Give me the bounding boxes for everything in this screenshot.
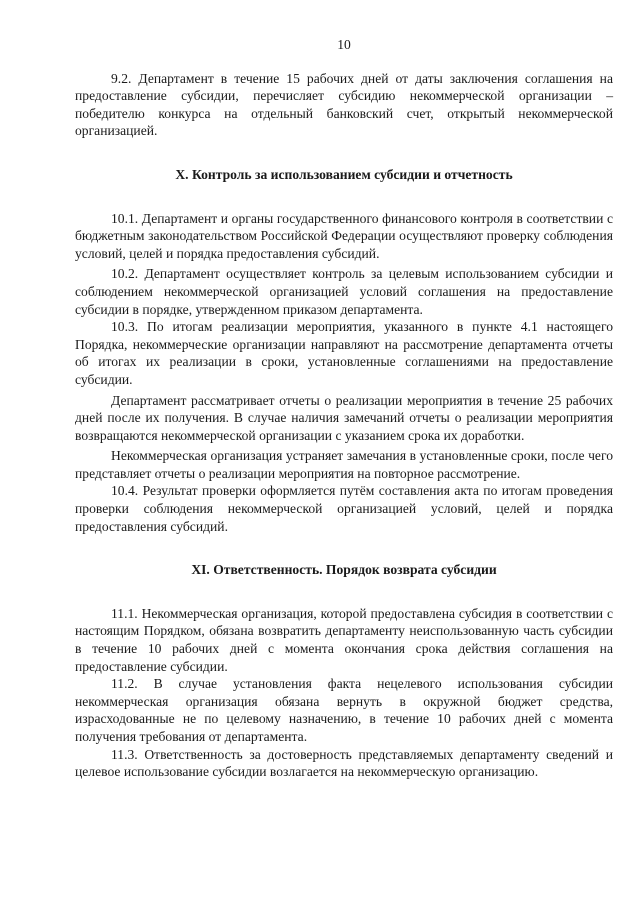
document-page xyxy=(75,36,613,781)
section-x-title: X. Контроль за использованием субсидии и отчетность xyxy=(175,166,513,182)
paragraph-10-3-corrections: Некоммерческая организация устраняет замечания в установленные сроки, после чего представляет отчеты о реализации мероприятия на повторное рассмотрение. xyxy=(75,448,613,481)
paragraph-9-2: 9.2. Департамент в течение 15 рабочих дней от даты заключения соглашения на предоставление субсидии, перечисляет субсидию некоммерческой организации – победителю конкурса на отдельный банковский счет, открытый некоммерческой организацией. xyxy=(75,70,613,139)
paragraph-10-4: 10.4. Результат проверки оформляется путём составления акта по итогам проведения проверки соблюдения некоммерческой организацией условий, целей и порядка предоставления субсидий. xyxy=(75,483,613,534)
paragraph-11-1: 11.1. Некоммерческая организация, которой предоставлена субсидия в соответствии с настоящим Порядком, обязана возвратить департаменту неиспользованную часть субсидии в течение 10 рабочих дней с момента окончания срока действия соглашения на предоставление субсидии. xyxy=(75,605,613,674)
paragraph-11-3: 11.3. Ответственность за достоверность представляемых департаменту сведений и целевое использование субсидии возлагается на некоммерческую организацию. xyxy=(75,746,613,780)
section-xi-title: XI. Ответственность. Порядок возврата субсидии xyxy=(191,562,497,578)
paragraph-10-3: 10.3. По итогам реализации мероприятия, указанного в пункте 4.1 настоящего Порядка, некоммерческие организации направляют на рассмотрение департамента отчеты об итогах их реализации в сроки, установленные соглашениями на предоставление субсидии. xyxy=(75,319,613,387)
paragraph-10-1: 10.1. Департамент и органы государственного финансового контроля в соответствии с бюджетным законодательством Российской Федерации осуществляют проверку соблюдения условий, целей и порядка предоставления субсидий. xyxy=(75,210,613,261)
paragraph-10-3-review: Департамент рассматривает отчеты о реализации мероприятия в течение 25 рабочих дней после их получения. В случае наличия замечаний отчеты о реализации мероприятия возвращаются некоммерческой организации с указанием срока их доработки. xyxy=(75,392,613,443)
page-number: 10 xyxy=(337,37,351,52)
paragraph-10-2: 10.2. Департамент осуществляет контроль за целевым использованием субсидии и соблюдением некоммерческой организацией условий соглашения на предоставление субсидии в порядке, утвержденном приказом департамента. xyxy=(75,266,613,317)
paragraph-11-2: 11.2. В случае установления факта нецелевого использования субсидии некоммерческая организация обязана вернуть в окружной бюджет средства, израсходованные не по целевому назначению, в течение 10 рабочих дней с момента получения требования от департамента. xyxy=(75,676,613,744)
